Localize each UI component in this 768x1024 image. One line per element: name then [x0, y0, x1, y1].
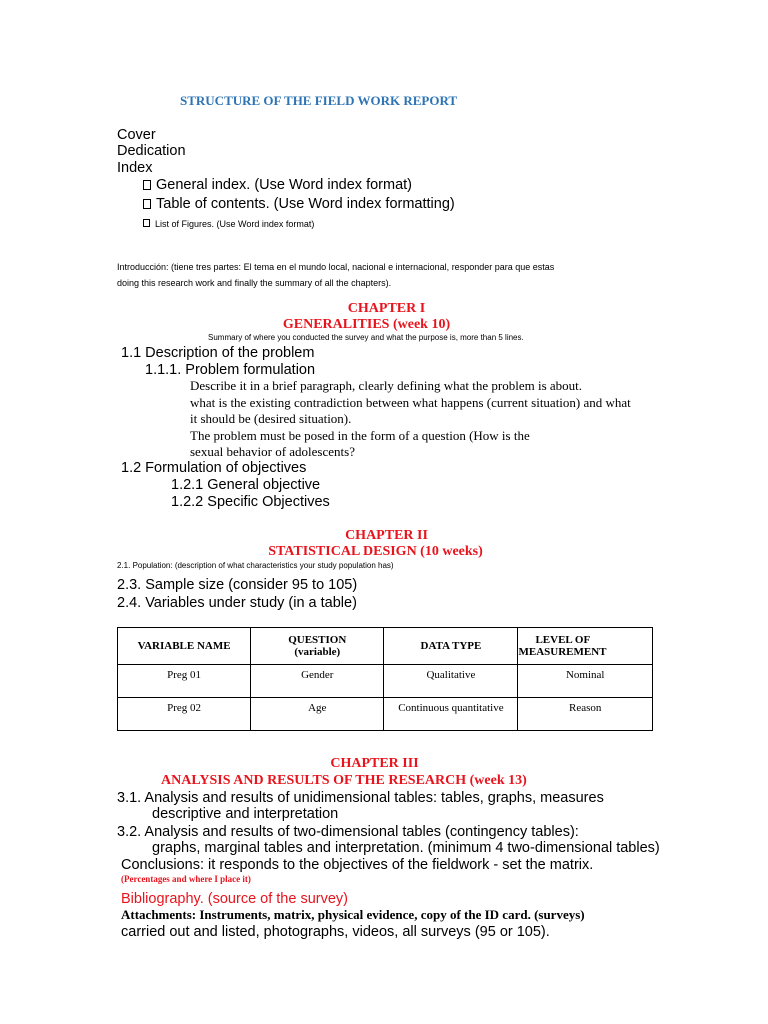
chapter-2-subheading: STATISTICAL DESIGN (10 weeks) — [268, 544, 483, 559]
section-1-1: 1.1 Description of the problem — [121, 345, 315, 361]
description-line: what is the existing contradiction between what happens (current situation) and what — [190, 395, 631, 410]
description-line: it should be (desired situation). — [190, 411, 352, 426]
description-line: Describe it in a brief paragraph, clearly defining what the problem is about. — [190, 378, 583, 393]
section-1-2-2: 1.2.2 Specific Objectives — [171, 494, 330, 510]
section-2-1: 2.1. Population: (description of what characteristics your study population has) — [117, 561, 394, 570]
page-title: STRUCTURE OF THE FIELD WORK REPORT — [180, 93, 458, 108]
chapter-1-heading: CHAPTER I — [347, 301, 426, 316]
table-cell: Gender — [251, 665, 384, 698]
chapter-3-heading: CHAPTER III — [330, 756, 419, 771]
table-cell: Reason — [518, 698, 653, 731]
chapter-1-note: Summary of where you conducted the survey and what the purpose is, more than 5 lines. — [208, 333, 524, 342]
variables-table — [117, 627, 653, 731]
section-1-1-1: 1.1.1. Problem formulation — [145, 362, 316, 378]
index-item-contents: Table of contents. (Use Word index formatting) — [143, 196, 455, 212]
table-cell: Continuous quantitative — [384, 698, 518, 731]
checkbox-square-icon — [143, 180, 151, 190]
section-3-2: 3.2. Analysis and results of two-dimensional tables (contingency tables): — [117, 824, 579, 840]
front-matter-dedication: Dedication — [117, 143, 186, 159]
table-header: QUESTION (variable) — [251, 628, 384, 665]
chapter-3-subheading: ANALYSIS AND RESULTS OF THE RESEARCH (week 13) — [161, 773, 527, 788]
attachments: Attachments: Instruments, matrix, physical evidence, copy of the ID card. (surveys) — [121, 907, 585, 922]
section-3-1-cont: descriptive and interpretation — [152, 806, 339, 822]
conclusions: Conclusions: it responds to the objectives of the fieldwork - set the matrix. — [121, 857, 594, 873]
intro-line-1: Introducción: (tiene tres partes: El tema en el mundo local, nacional e internacional, responder para que estas — [117, 262, 555, 272]
section-2-3: 2.3. Sample size (consider 95 to 105) — [117, 577, 358, 593]
intro-line-2: doing this research work and finally the summary of all the chapters). — [117, 278, 392, 288]
table-header: LEVEL OF MEASUREMENT — [518, 628, 653, 665]
table-row — [118, 665, 653, 698]
checkbox-square-icon — [143, 199, 151, 209]
bibliography: Bibliography. (source of the survey) — [121, 891, 349, 907]
attachments-cont: carried out and listed, photographs, videos, all surveys (95 or 105). — [121, 924, 550, 940]
chapter-2-heading: CHAPTER II — [345, 528, 428, 543]
table-cell: Qualitative — [384, 665, 518, 698]
table-header-row — [118, 628, 653, 665]
front-matter-cover: Cover — [117, 127, 156, 143]
table-cell: Preg 01 — [118, 665, 251, 698]
section-1-2: 1.2 Formulation of objectives — [121, 460, 307, 476]
table-header: DATA TYPE — [384, 628, 518, 665]
table-cell: Nominal — [518, 665, 653, 698]
table-cell: Preg 02 — [118, 698, 251, 731]
section-3-1: 3.1. Analysis and results of unidimensional tables: tables, graphs, measures — [117, 790, 604, 806]
description-line: sexual behavior of adolescents? — [190, 444, 355, 459]
table-row — [118, 698, 653, 731]
table-header: VARIABLE NAME — [118, 628, 251, 665]
section-3-2-cont: graphs, marginal tables and interpretation. (minimum 4 two-dimensional tables) — [152, 840, 660, 856]
description-line: The problem must be posed in the form of a question (How is the — [190, 428, 530, 443]
checkbox-square-icon — [143, 219, 150, 227]
table-cell: Age — [251, 698, 384, 731]
section-2-4: 2.4. Variables under study (in a table) — [117, 595, 357, 611]
front-matter-index: Index — [117, 160, 153, 176]
index-item-general: General index. (Use Word index format) — [143, 177, 412, 193]
chapter-1-subheading: GENERALITIES (week 10) — [282, 317, 451, 332]
percentages-note: (Percentages and where I place it) — [121, 874, 251, 884]
index-item-figures: List of Figures. (Use Word index format) — [143, 219, 314, 229]
section-1-2-1: 1.2.1 General objective — [171, 477, 321, 493]
